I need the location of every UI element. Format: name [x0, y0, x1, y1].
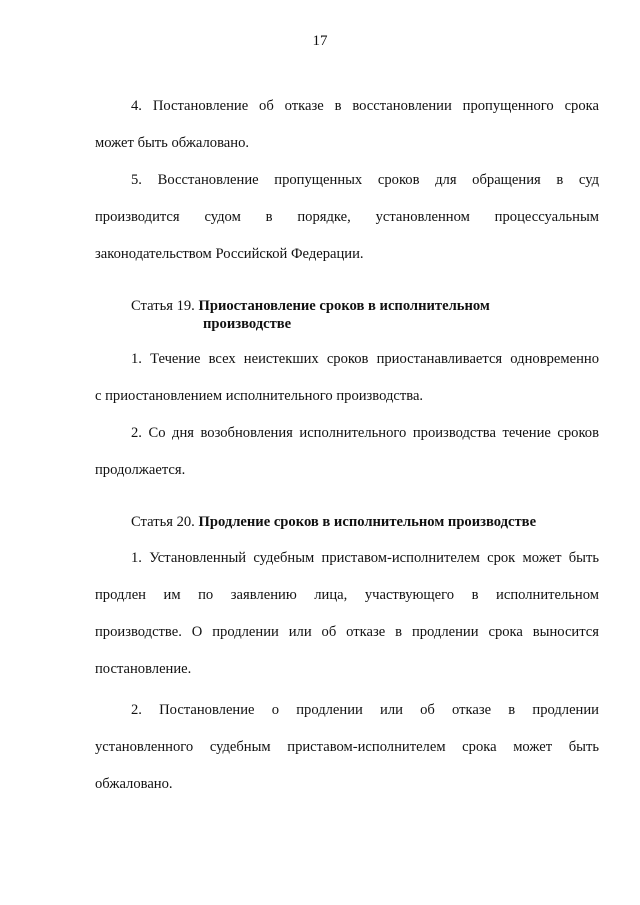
article-19-number: Статья 19. — [131, 298, 195, 314]
article-20-p1-line-3: производстве. О продлении или об отказе в продлении срока выносится — [95, 624, 599, 640]
article-19-heading — [131, 297, 490, 333]
page-number: 17 — [312, 33, 328, 49]
article-19-p1-line-2: с приостановлением исполнительного производства. — [95, 388, 424, 404]
article-19-title-line-1: Приостановление сроков в исполнительном — [198, 298, 490, 314]
article-20-number: Статья 20. — [131, 514, 195, 530]
article-20-p1-line-4: постановление. — [95, 661, 192, 677]
paragraph-4-line-2: может быть обжаловано. — [95, 135, 250, 151]
article-20-p1-line-1: 1. Установленный судебным приставом-исполнителем срок может быть — [131, 550, 599, 566]
article-19-title-line-2: производстве — [203, 316, 292, 332]
article-20-p2-line-1: 2. Постановление о продлении или об отказе в продлении — [131, 702, 599, 718]
article-20-heading — [131, 513, 536, 531]
paragraph-4-line-1: 4. Постановление об отказе в восстановлении пропущенного срока — [131, 98, 599, 114]
article-20-p1-line-2: продлен им по заявлению лица, участвующего в исполнительном — [95, 587, 599, 603]
article-19-p2-line-2: продолжается. — [95, 462, 186, 478]
article-20-title: Продление сроков в исполнительном производстве — [198, 514, 537, 530]
article-19-p1-line-1: 1. Течение всех неистекших сроков приостанавливается одновременно — [131, 351, 599, 367]
article-20-p2-line-2: установленного судебным приставом-исполнителем срока может быть — [95, 739, 599, 755]
paragraph-5-line-3: законодательством Российской Федерации. — [95, 246, 364, 262]
paragraph-5-line-1: 5. Восстановление пропущенных сроков для обращения в суд — [131, 172, 599, 188]
article-19-p2-line-1: 2. Со дня возобновления исполнительного производства течение сроков — [131, 425, 599, 441]
article-20-p2-line-3: обжаловано. — [95, 776, 173, 792]
paragraph-5-line-2: производится судом в порядке, установленном процессуальным — [95, 209, 599, 225]
